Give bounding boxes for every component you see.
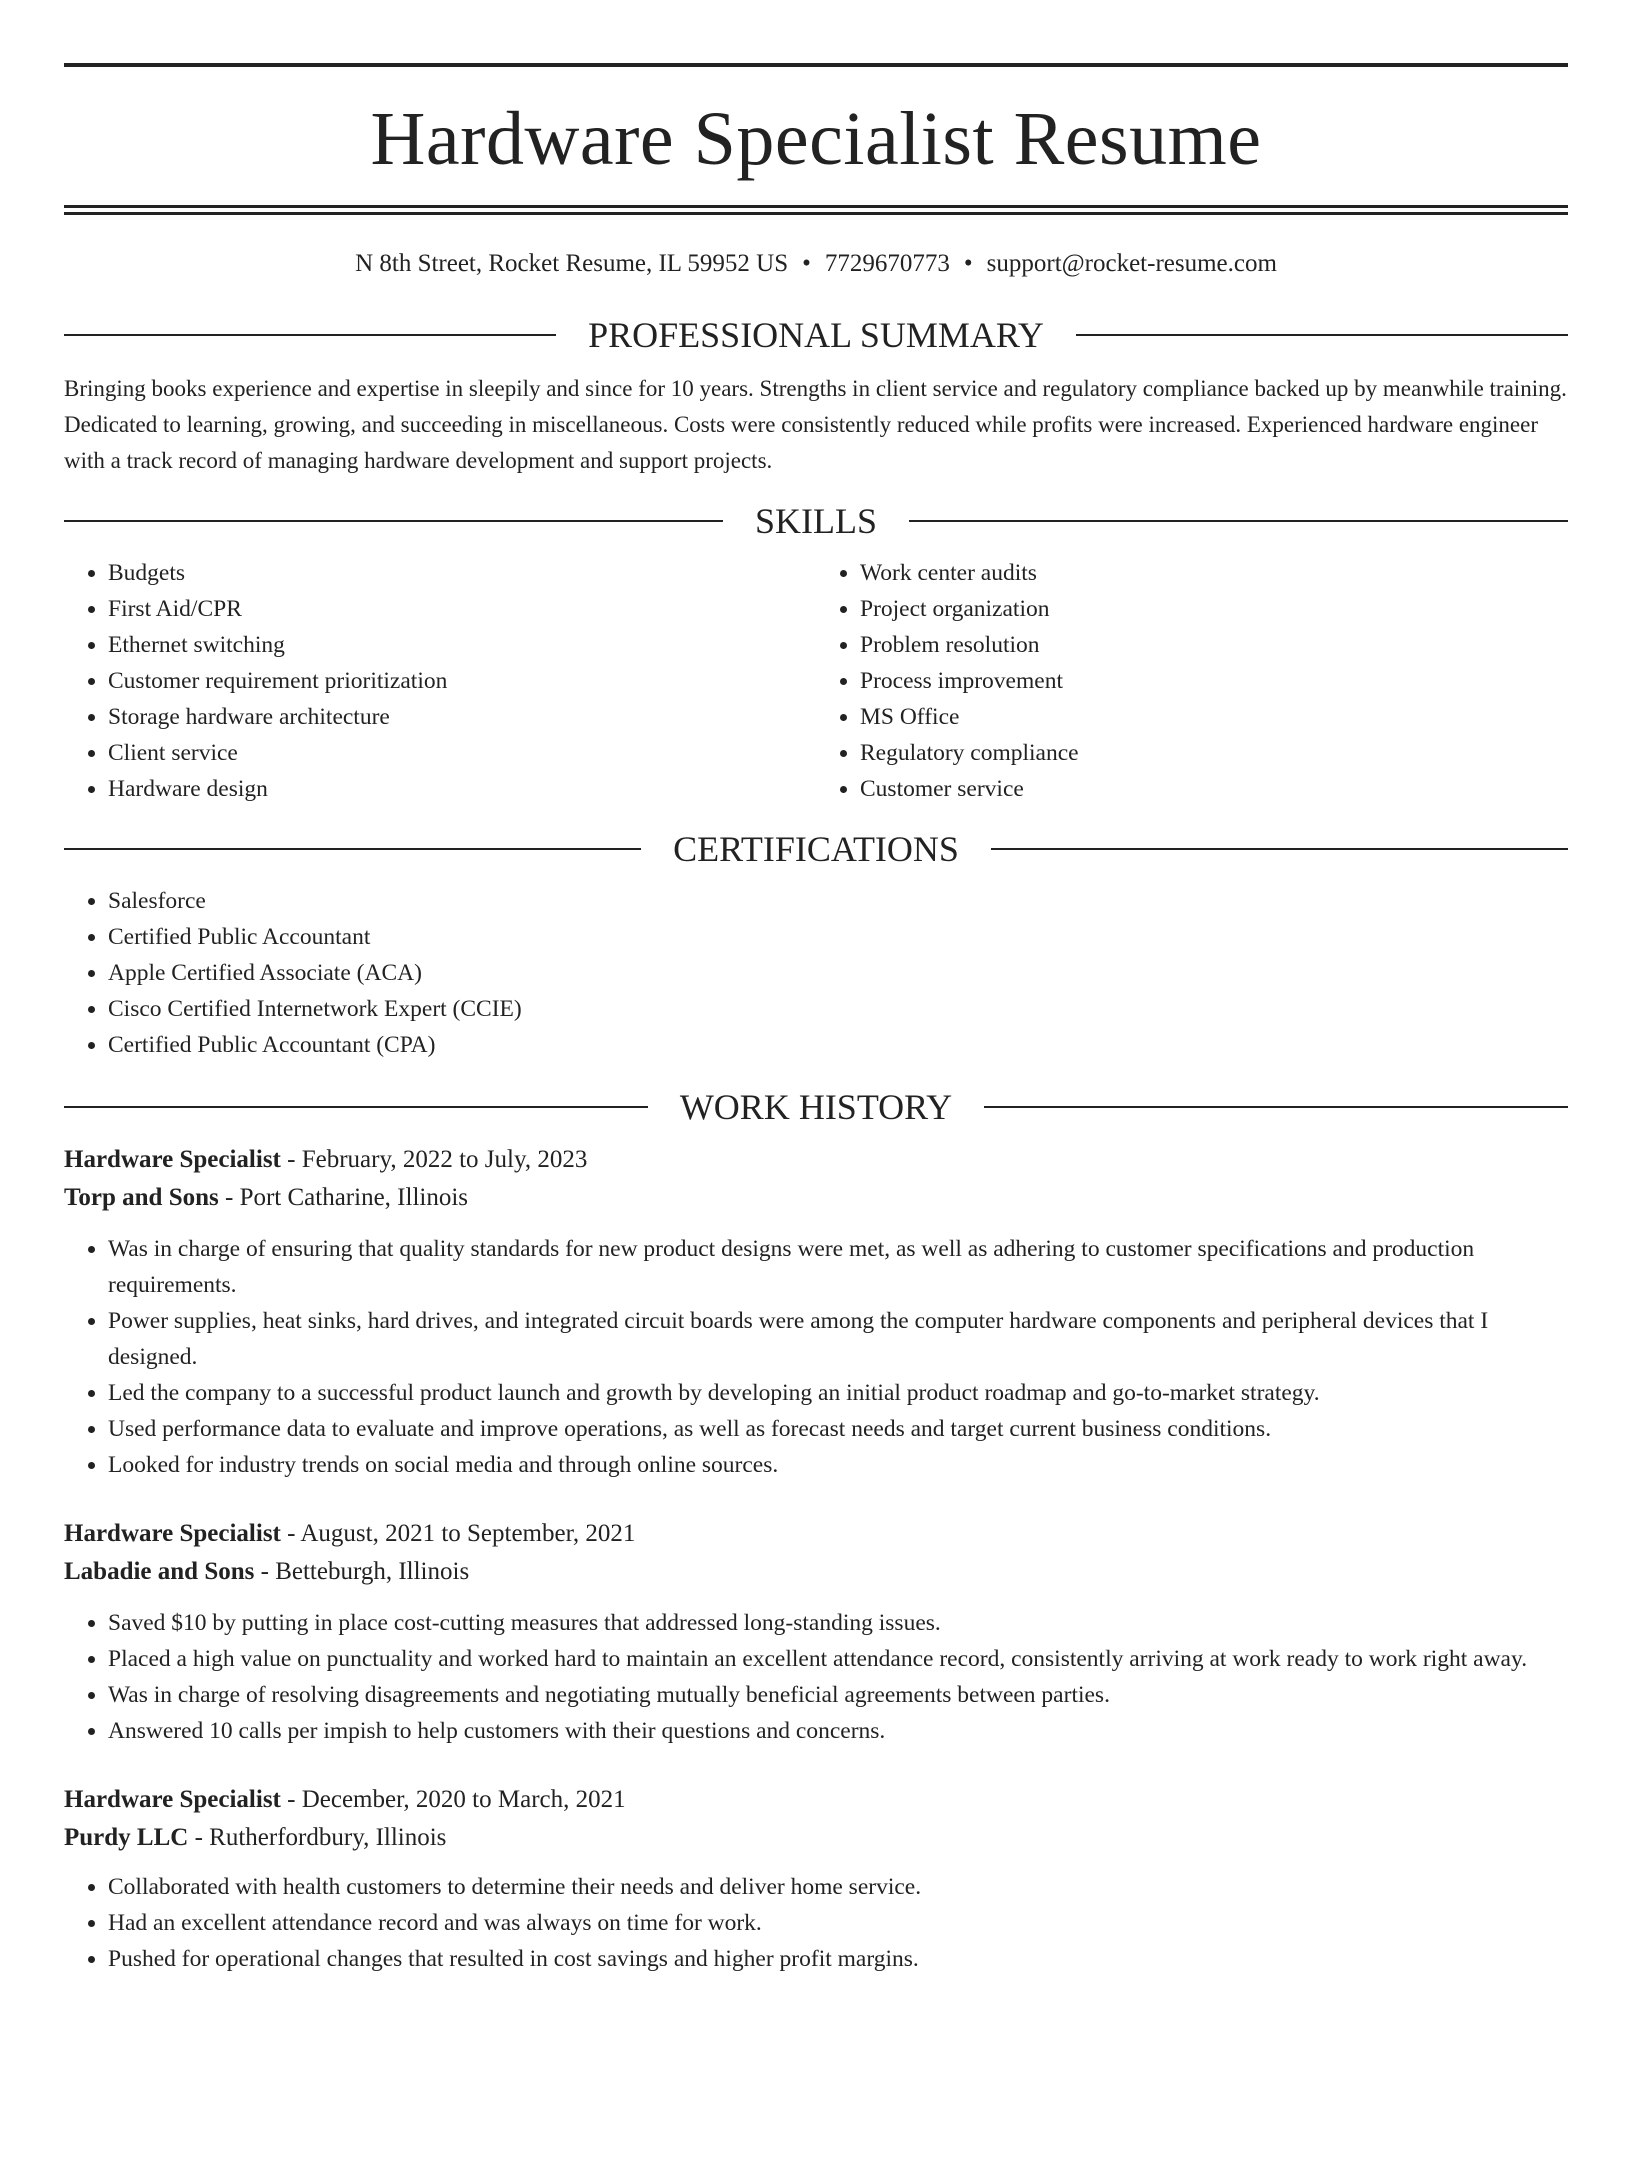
skills-list-left xyxy=(64,555,816,807)
summary-text: Bringing books experience and expertise in sleepily and since for 10 years. Strengths in client service and regulatory compliance backed up by meanwhile training. Dedicated to learning, growing, and succeeding in miscellaneous. Costs were consistently reduced while profits were increased. Experienced hardware engineer with a track record of managing hardware development and support projects. xyxy=(64,376,1567,473)
job-company-line xyxy=(64,1179,1568,1217)
heading-rule-left xyxy=(64,520,723,522)
certifications-heading xyxy=(64,831,1568,867)
skill-item: • Ethernet switching xyxy=(108,627,816,663)
certification-item: • Certified Public Accountant xyxy=(108,919,1568,955)
job-company-line xyxy=(64,1819,1568,1857)
job-bullet: • Placed a high value on punctuality and worked hard to maintain an excellent attendance record, consistently arriving at work ready to work right away. xyxy=(108,1641,1568,1677)
contact-email: support@rocket-resume.com xyxy=(986,250,1277,277)
job-title-line xyxy=(64,1781,1568,1819)
job-bullet: • Pushed for operational changes that resulted in cost savings and higher profit margins. xyxy=(108,1941,1568,1977)
certification-item: • Salesforce xyxy=(108,883,1568,919)
skill-item: • Work center audits xyxy=(860,555,1568,591)
skills-list-right xyxy=(816,555,1568,807)
skills-grid xyxy=(64,555,1568,807)
page-title: Hardware Specialist Resume xyxy=(370,97,1262,181)
contact-line xyxy=(64,249,1568,279)
skill-item: • Customer requirement prioritization xyxy=(108,663,816,699)
job-bullet: • Was in charge of ensuring that quality standards for new product designs were met, as well as adhering to customer specifications and production requirements. xyxy=(108,1231,1568,1303)
job-entry xyxy=(64,1141,1568,1483)
skill-item: • Storage hardware architecture xyxy=(108,699,816,735)
skill-item: • Hardware design xyxy=(108,771,816,807)
contact-separator: • xyxy=(802,250,811,277)
top-rule xyxy=(64,63,1568,67)
job-title: Hardware Specialist xyxy=(64,1146,281,1173)
job-dash: - xyxy=(254,1558,276,1585)
heading-rule-left xyxy=(64,1106,648,1108)
contact-address: N 8th Street, Rocket Resume, IL 59952 US xyxy=(355,250,789,277)
job-bullet: • Power supplies, heat sinks, hard drives, and integrated circuit boards were among the computer hardware components and peripheral devices that I designed. xyxy=(108,1303,1568,1375)
job-location: Rutherfordbury, Illinois xyxy=(209,1824,447,1851)
heading-rule-left xyxy=(64,848,641,850)
job-company: Purdy LLC xyxy=(64,1824,189,1851)
certification-item: • Cisco Certified Internetwork Expert (CCIE) xyxy=(108,991,1568,1027)
job-title-line xyxy=(64,1141,1568,1179)
job-bullet: • Saved $10 by putting in place cost-cutting measures that addressed long-standing issues. xyxy=(108,1605,1568,1641)
job-bullet: • Answered 10 calls per impish to help customers with their questions and concerns. xyxy=(108,1713,1568,1749)
skill-item: • Process improvement xyxy=(860,663,1568,699)
contact-separator: • xyxy=(963,250,973,277)
job-bullets xyxy=(64,1231,1568,1483)
job-company-line xyxy=(64,1553,1568,1591)
job-bullet: • Looked for industry trends on social media and through online sources. xyxy=(108,1447,1568,1483)
skill-item: • Project organization xyxy=(860,591,1568,627)
certification-item: • Certified Public Accountant (CPA) xyxy=(108,1027,1568,1063)
heading-rule-right xyxy=(1076,334,1568,336)
resume-page xyxy=(0,63,1632,2175)
heading-rule-left xyxy=(64,334,556,336)
job-title: Hardware Specialist xyxy=(64,1520,281,1547)
summary-heading-label: PROFESSIONAL SUMMARY xyxy=(588,315,1044,355)
heading-rule-right xyxy=(984,1106,1568,1108)
job-bullet: • Was in charge of resolving disagreements and negotiating mutually beneficial agreements between parties. xyxy=(108,1677,1568,1713)
summary-heading xyxy=(64,317,1568,353)
job-dates: February, 2022 to July, 2023 xyxy=(301,1146,588,1173)
job-location: Port Catharine, Illinois xyxy=(239,1184,469,1211)
job-dash: - xyxy=(280,1786,302,1813)
job-entry xyxy=(64,1515,1568,1749)
certification-item: • Apple Certified Associate (ACA) xyxy=(108,955,1568,991)
job-dash: - xyxy=(188,1824,210,1851)
skill-item: • Budgets xyxy=(108,555,816,591)
job-dash: - xyxy=(280,1146,302,1173)
certifications-heading-label: CERTIFICATIONS xyxy=(673,829,959,869)
job-title: Hardware Specialist xyxy=(64,1786,281,1813)
skill-item: • First Aid/CPR xyxy=(108,591,816,627)
skills-heading xyxy=(64,503,1568,539)
skill-item: • Regulatory compliance xyxy=(860,735,1568,771)
job-bullets xyxy=(64,1869,1568,1977)
skill-item: • Problem resolution xyxy=(860,627,1568,663)
work-history-heading-label: WORK HISTORY xyxy=(679,1087,953,1127)
job-bullet: • Collaborated with health customers to determine their needs and deliver home service. xyxy=(108,1869,1568,1905)
job-dash: - xyxy=(218,1184,240,1211)
job-dates: December, 2020 to March, 2021 xyxy=(301,1786,626,1813)
skills-heading-label: SKILLS xyxy=(755,501,878,541)
skill-item: • MS Office xyxy=(860,699,1568,735)
job-bullet: • Had an excellent attendance record and was always on time for work. xyxy=(108,1905,1568,1941)
job-entry xyxy=(64,1781,1568,1977)
job-company: Labadie and Sons xyxy=(64,1558,255,1585)
job-location: Betteburgh, Illinois xyxy=(275,1558,470,1585)
job-title-line xyxy=(64,1515,1568,1553)
job-bullets xyxy=(64,1605,1568,1749)
title-double-rule xyxy=(64,205,1568,215)
job-bullet: • Led the company to a successful product launch and growth by developing an initial product roadmap and go-to-market strategy. xyxy=(108,1375,1568,1411)
job-dash: - xyxy=(280,1520,301,1547)
heading-rule-right xyxy=(909,520,1568,522)
skill-item: • Customer service xyxy=(860,771,1568,807)
skill-item: • Client service xyxy=(108,735,816,771)
job-company: Torp and Sons xyxy=(64,1184,219,1211)
work-history-heading xyxy=(64,1089,1568,1125)
contact-phone: 7729670773 xyxy=(824,250,950,277)
certifications-list xyxy=(64,883,1568,1063)
job-bullet: • Used performance data to evaluate and improve operations, as well as forecast needs and target current business conditions. xyxy=(108,1411,1568,1447)
job-dates: August, 2021 to September, 2021 xyxy=(300,1520,636,1547)
heading-rule-right xyxy=(991,848,1568,850)
